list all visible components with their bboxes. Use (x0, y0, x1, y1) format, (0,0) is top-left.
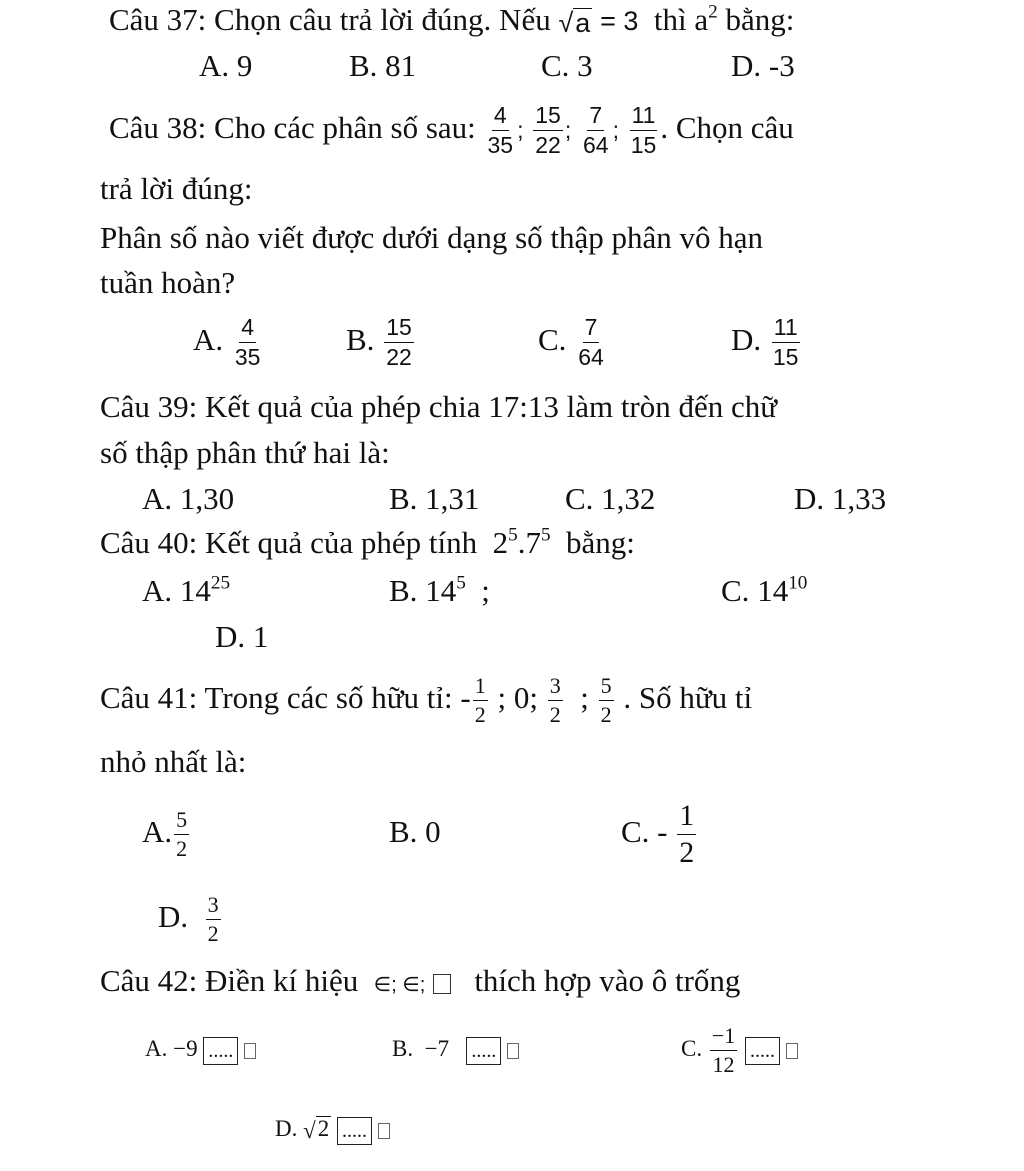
q37-sqrt-var: a (575, 7, 591, 38)
q40-b2: 7 (525, 525, 541, 560)
q38-line3: Phân số nào viết được dưới dạng số thập phân vô hạn (100, 220, 764, 255)
q42-option-a-label: A. (145, 1036, 168, 1061)
q41-option-c-fraction: $\frac{1}{2}$ (679, 799, 695, 870)
q40-option-c[interactable] (721, 572, 807, 610)
q42-option-d-label: D. (275, 1116, 298, 1141)
q42-placeholder-glyph (433, 974, 451, 994)
q40-tail: bằng: (566, 525, 635, 560)
q37-option-b[interactable]: B. 81 (349, 48, 417, 83)
q42-option-b-blank-box[interactable]: ..... (466, 1037, 501, 1065)
q41-line2: nhỏ nhất là: (100, 744, 247, 779)
q42-option-b-glyph (507, 1043, 519, 1059)
q40-option-a[interactable] (142, 572, 230, 610)
q41-fraction-1: $\frac{1}{2}$ (474, 673, 486, 728)
q38-option-d-label: D. (731, 322, 762, 357)
q38-option-b-label: B. (346, 322, 375, 357)
q41-stem (100, 670, 752, 726)
q40-option-c-label: C. (721, 573, 750, 608)
q41-option-a-fraction: $\frac{5}{2}$ (176, 807, 188, 862)
q38-option-c-label: C. (538, 322, 567, 357)
q41-option-c-label: C. - (621, 814, 668, 849)
q39-line1: Câu 39: Kết quả của phép chia 17:13 làm tròn đến chữ (100, 389, 778, 424)
q38-sep-3: ; (612, 117, 619, 143)
q38-option-a-fraction: $\frac{4}{35}$ (234, 314, 261, 371)
q42-option-d-blank-box[interactable]: ..... (337, 1117, 372, 1145)
q37-eq: = 3 (600, 6, 639, 36)
q38-option-b-fraction: $\frac{15}{22}$ (386, 314, 412, 371)
q40-option-b-base: 14 (425, 573, 457, 608)
q38-fraction-1: $\frac{4}{35}$ (487, 102, 514, 159)
q41-option-c[interactable] (621, 797, 698, 868)
q38-option-c[interactable] (538, 312, 608, 369)
q40-option-b-label: B. (389, 573, 418, 608)
q38-option-b[interactable] (346, 312, 416, 369)
q40-e2: 5 (540, 524, 551, 546)
q37-exp: 2 (708, 1, 718, 23)
q40-option-b-exp: 5 (456, 572, 466, 594)
q41-tail: . Số hữu tỉ (623, 680, 753, 715)
q37-mid: thì (653, 2, 687, 37)
q40-option-a-label: A. (142, 573, 173, 608)
q38-fraction-4: $\frac{11}{15}$ (630, 102, 657, 159)
q40-option-d[interactable]: D. 1 (215, 619, 269, 654)
q42-option-b-value: −7 (424, 1036, 450, 1061)
q41-minus: - (460, 680, 471, 715)
q37-base: a (694, 2, 709, 37)
q40-option-c-base: 14 (757, 573, 789, 608)
q38-line2: trả lời đúng: (100, 171, 253, 206)
q40-dot: . (517, 525, 526, 560)
q37-sqrt: √ a (558, 7, 591, 38)
q42-option-c-glyph (786, 1043, 798, 1059)
q42-symbols: ∈; ∈; (373, 974, 426, 996)
q40-option-a-base: 14 (179, 573, 211, 608)
q42-option-a-glyph (244, 1043, 256, 1059)
q40-stem (100, 524, 635, 562)
q38-stem (109, 104, 794, 157)
q38-option-d[interactable] (731, 312, 802, 369)
q42-option-b[interactable] (392, 1030, 519, 1068)
q42-option-c-label: C. (681, 1036, 703, 1061)
q40-option-b[interactable] (389, 572, 490, 610)
q42-option-c[interactable] (681, 1016, 798, 1082)
q41-option-d[interactable] (158, 887, 223, 947)
q40-b1: 2 (492, 525, 509, 560)
q40-option-a-exp: 25 (210, 572, 231, 594)
q40-option-c-exp: 10 (788, 572, 808, 594)
q38-sep-2: ; (564, 117, 572, 143)
q41-lead: Câu 41: Trong các số hữu tỉ: (100, 680, 453, 715)
q42-option-d-sqrt: √ 2 (303, 1115, 330, 1143)
q42-option-c-blank-box[interactable]: ..... (745, 1037, 780, 1065)
q42-lead: Câu 42: Điền kí hiệu (100, 963, 359, 998)
q38-lead: Câu 38: Cho các phân số sau: (109, 110, 476, 145)
q38-fraction-3: $\frac{7}{64}$ (582, 102, 609, 159)
q40-lead: Câu 40: Kết quả của phép tính (100, 525, 478, 560)
q37-tail: bằng: (725, 2, 795, 37)
q37-option-c[interactable]: C. 3 (541, 48, 593, 83)
q39-option-b[interactable]: B. 1,31 (389, 481, 480, 516)
q41-fraction-2: $\frac{3}{2}$ (549, 673, 561, 728)
q41-option-d-fraction: $\frac{3}{2}$ (207, 892, 219, 947)
q41-option-d-label: D. (158, 899, 189, 934)
q42-option-d-glyph (378, 1123, 390, 1139)
q42-option-c-fraction: $\frac{-1}{12}$ (711, 1023, 736, 1078)
q39-option-a[interactable]: A. 1,30 (142, 481, 235, 516)
q37-option-a[interactable]: A. 9 (199, 48, 253, 83)
q38-fraction-2: $\frac{15}{22}$ (535, 102, 561, 159)
q38-option-d-fraction: $\frac{11}{15}$ (772, 314, 799, 371)
q41-option-a[interactable] (142, 804, 191, 860)
q40-e1: 5 (508, 524, 518, 546)
q41-option-a-label: A. (142, 814, 173, 849)
q38-sep-1: ; (517, 117, 524, 143)
q42-option-d-radicand: 2 (317, 1115, 330, 1141)
q42-stem (100, 962, 740, 1004)
q37-lead: Câu 37: Chọn câu trả lời đúng. Nếu (109, 2, 551, 37)
q38-option-a[interactable] (193, 312, 264, 369)
q39-option-d[interactable]: D. 1,33 (794, 481, 887, 516)
q38-option-c-fraction: $\frac{7}{64}$ (578, 314, 604, 371)
q38-option-a-label: A. (193, 322, 224, 357)
q37-stem (109, 1, 794, 42)
q41-sep: ; (580, 680, 589, 715)
q42-option-b-label: B. (392, 1036, 414, 1061)
q39-line2: số thập phân thứ hai là: (100, 435, 390, 470)
q41-option-b[interactable]: B. 0 (389, 814, 441, 849)
q42-option-d[interactable] (275, 1110, 390, 1150)
q37-option-d[interactable]: D. -3 (731, 48, 795, 83)
q38-line4: tuần hoàn? (100, 265, 236, 300)
q42-tail: thích hợp vào ô trống (474, 963, 741, 998)
q42-option-a-value: −9 (173, 1036, 198, 1061)
q42-option-a[interactable] (145, 1030, 256, 1068)
q40-option-b-tail: ; (481, 573, 490, 608)
q42-option-a-blank-box[interactable]: ..... (203, 1037, 238, 1065)
q39-option-c[interactable]: C. 1,32 (565, 481, 656, 516)
q38-tail: . Chọn câu (660, 110, 794, 145)
q41-mid1: ; 0; (497, 680, 538, 715)
q41-fraction-3: $\frac{5}{2}$ (600, 673, 612, 728)
